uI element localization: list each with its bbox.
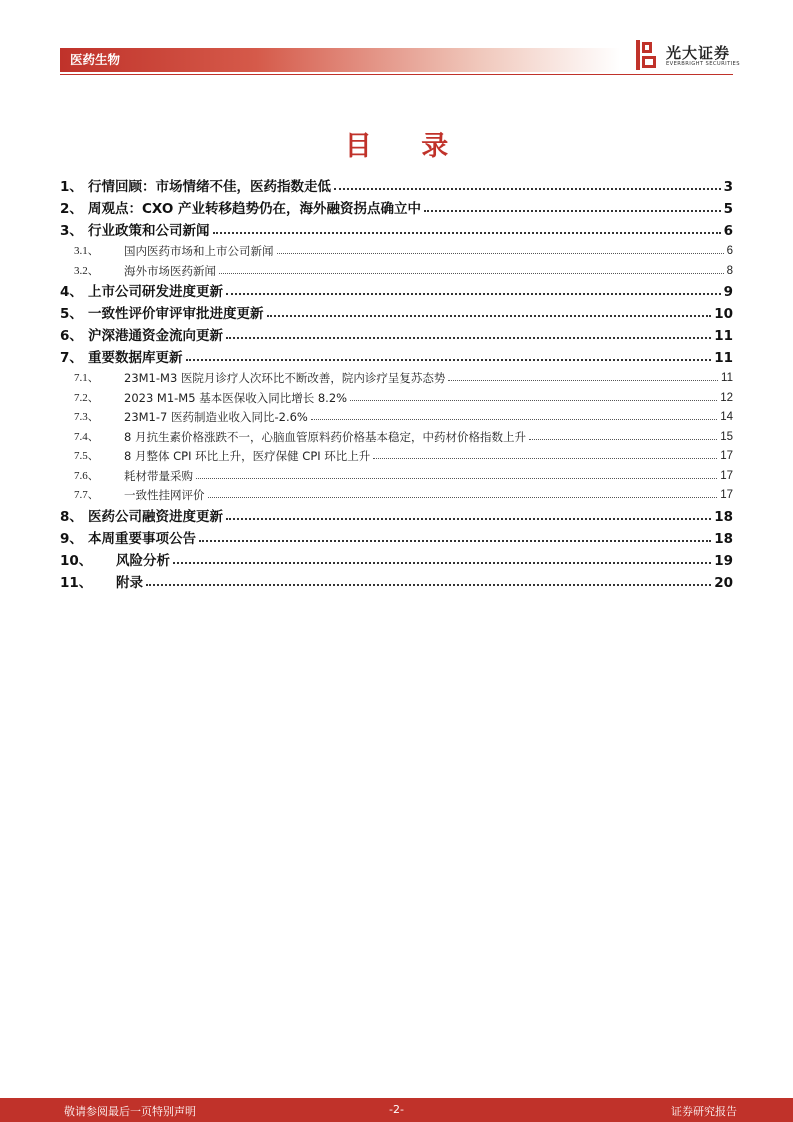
toc-entry-title: 8 月抗生素价格涨跌不一，心脑血管原料药价格基本稳定，中药材价格指数上升	[124, 429, 526, 444]
toc-entry-title: 2023 M1-M5 基本医保收入同比增长 8.2%	[124, 390, 348, 405]
toc-leader-dots	[311, 419, 717, 420]
section-label: 医药生物	[70, 52, 121, 67]
toc-leader-dots	[373, 458, 717, 459]
toc-entry-title: 8 月整体 CPI 环比上升，医疗保健 CPI 环比上升	[124, 449, 371, 463]
toc-entry-title: 重要数据库更新	[88, 350, 183, 366]
toc-entry-number: 7.5、	[74, 450, 99, 462]
toc-entry[interactable]	[60, 281, 733, 303]
toc-entry-number: 7、	[60, 350, 83, 366]
toc-entry-page: 8	[726, 264, 733, 277]
toc-entry-page: 14	[720, 411, 733, 423]
toc-entry-page: 6	[726, 245, 733, 257]
header-banner	[60, 48, 620, 72]
toc-entry-page: 3	[723, 179, 733, 195]
toc-entry-number: 7.4、	[74, 430, 99, 443]
toc-entry-title: 23M1-M3 医院月诊疗人次环比不断改善，院内诊疗呈复苏态势	[124, 371, 446, 385]
toc-leader-dots	[199, 540, 711, 542]
toc-leader-dots	[208, 497, 718, 498]
toc-entry-title: 海外市场医药新闻	[124, 263, 216, 278]
toc-leader-dots	[350, 400, 717, 401]
toc-entry[interactable]	[60, 325, 733, 347]
toc-entry-number: 10、	[60, 552, 93, 569]
toc-entry-page: 15	[720, 430, 733, 443]
toc-entry[interactable]	[60, 176, 733, 198]
toc-entry-number: 1、	[60, 179, 83, 195]
toc-entry[interactable]	[60, 550, 733, 572]
toc-leader-dots	[219, 273, 724, 274]
toc-entry[interactable]	[60, 572, 733, 594]
everbright-logo-icon	[636, 40, 658, 70]
toc-leader-dots	[334, 188, 721, 190]
toc-entry-title: 耗材带量采购	[124, 468, 193, 483]
toc-entry-title: 一致性评价审评审批进度更新	[88, 306, 264, 322]
toc-entry-page: 11	[714, 350, 733, 366]
toc-entry-title: 上市公司研发进度更新	[88, 284, 223, 300]
toc-entry[interactable]	[60, 303, 733, 325]
toc-entry[interactable]	[60, 506, 733, 528]
toc-entry-page: 5	[723, 201, 733, 217]
toc-entry-page: 18	[714, 508, 733, 525]
toc-entry-title: 附录	[116, 574, 143, 591]
toc-leader-dots	[226, 293, 721, 295]
footer-report-type: 证券研究报告	[671, 1105, 737, 1118]
logo-text-cn: 光大证券	[666, 44, 731, 62]
toc-leader-dots	[529, 439, 717, 440]
toc-entry-number: 2、	[60, 201, 83, 217]
toc-entry-page: 10	[714, 306, 733, 322]
toc-entry-page: 9	[723, 284, 733, 300]
toc-entry-title: 沪深港通资金流向更新	[88, 328, 223, 344]
toc-entry-page: 12	[720, 391, 733, 404]
toc-entry-title: 23M1-7 医药制造业收入同比-2.6%	[124, 410, 308, 424]
toc-entry-number: 11、	[60, 574, 93, 591]
toc-entry[interactable]	[60, 220, 733, 242]
toc-entry[interactable]	[60, 369, 733, 389]
logo-text-en: EVERBRIGHT SECURITIES	[666, 61, 740, 67]
toc-entry-number: 7.1、	[74, 372, 99, 384]
toc-entry[interactable]	[60, 486, 733, 506]
toc-entry-number: 7.7、	[74, 489, 99, 501]
header-divider	[60, 74, 733, 75]
toc-entry-page: 17	[720, 469, 733, 482]
toc-entry-page: 6	[723, 223, 733, 239]
toc-entry-page: 11	[721, 372, 733, 384]
toc-leader-dots	[424, 210, 721, 212]
toc-leader-dots	[146, 584, 711, 586]
toc-entry[interactable]	[60, 242, 733, 262]
toc-entry-title: 医药公司融资进度更新	[88, 508, 223, 525]
page-number: -2-	[389, 1103, 404, 1116]
toc-entry-title: 行业政策和公司新闻	[88, 223, 210, 239]
toc-entry[interactable]	[60, 467, 733, 487]
footer-disclaimer: 敬请参阅最后一页特别声明	[64, 1105, 196, 1118]
toc-entry[interactable]	[60, 428, 733, 448]
toc-entry-page: 18	[714, 530, 733, 547]
toc-entry[interactable]	[60, 408, 733, 428]
toc-entry-page: 19	[714, 552, 733, 569]
toc-entry-title: 行情回顾：市场情绪不佳，医药指数走低	[88, 179, 331, 195]
toc-entry-page: 11	[714, 328, 733, 344]
table-of-contents	[60, 176, 733, 594]
toc-entry[interactable]	[60, 198, 733, 220]
toc-entry-title: 一致性挂网评价	[124, 488, 205, 502]
toc-leader-dots	[173, 562, 711, 564]
toc-entry[interactable]	[60, 262, 733, 282]
toc-entry[interactable]	[60, 447, 733, 467]
toc-entry-title: 本周重要事项公告	[88, 530, 196, 547]
toc-entry-number: 3.1、	[74, 245, 99, 257]
page-title: 目 录	[344, 131, 469, 162]
toc-entry[interactable]	[60, 347, 733, 369]
toc-entry-number: 7.6、	[74, 469, 99, 482]
toc-leader-dots	[213, 232, 721, 234]
toc-entry-number: 3.2、	[74, 264, 99, 277]
toc-entry[interactable]	[60, 389, 733, 409]
toc-entry-number: 7.2、	[74, 391, 99, 404]
toc-entry-number: 6、	[60, 328, 83, 344]
toc-leader-dots	[277, 253, 724, 254]
toc-entry-title: 风险分析	[116, 552, 170, 569]
toc-leader-dots	[196, 478, 717, 479]
company-logo	[636, 40, 740, 72]
toc-entry-title: 国内医药市场和上市公司新闻	[124, 244, 274, 258]
toc-entry-number: 7.3、	[74, 411, 99, 423]
toc-entry[interactable]	[60, 528, 733, 550]
toc-leader-dots	[226, 337, 711, 339]
toc-leader-dots	[448, 380, 718, 381]
toc-leader-dots	[267, 315, 712, 317]
toc-entry-number: 3、	[60, 223, 83, 239]
toc-entry-number: 9、	[60, 530, 83, 547]
toc-leader-dots	[226, 518, 711, 520]
toc-entry-title: 周观点：CXO 产业转移趋势仍在，海外融资拐点确立中	[88, 201, 422, 217]
toc-entry-number: 5、	[60, 306, 83, 322]
toc-entry-page: 17	[720, 450, 733, 462]
toc-entry-number: 8、	[60, 508, 83, 525]
toc-entry-page: 20	[714, 574, 733, 591]
toc-entry-page: 17	[720, 489, 733, 501]
toc-leader-dots	[186, 359, 712, 361]
toc-entry-number: 4、	[60, 284, 83, 300]
footer-bar	[0, 1098, 793, 1122]
